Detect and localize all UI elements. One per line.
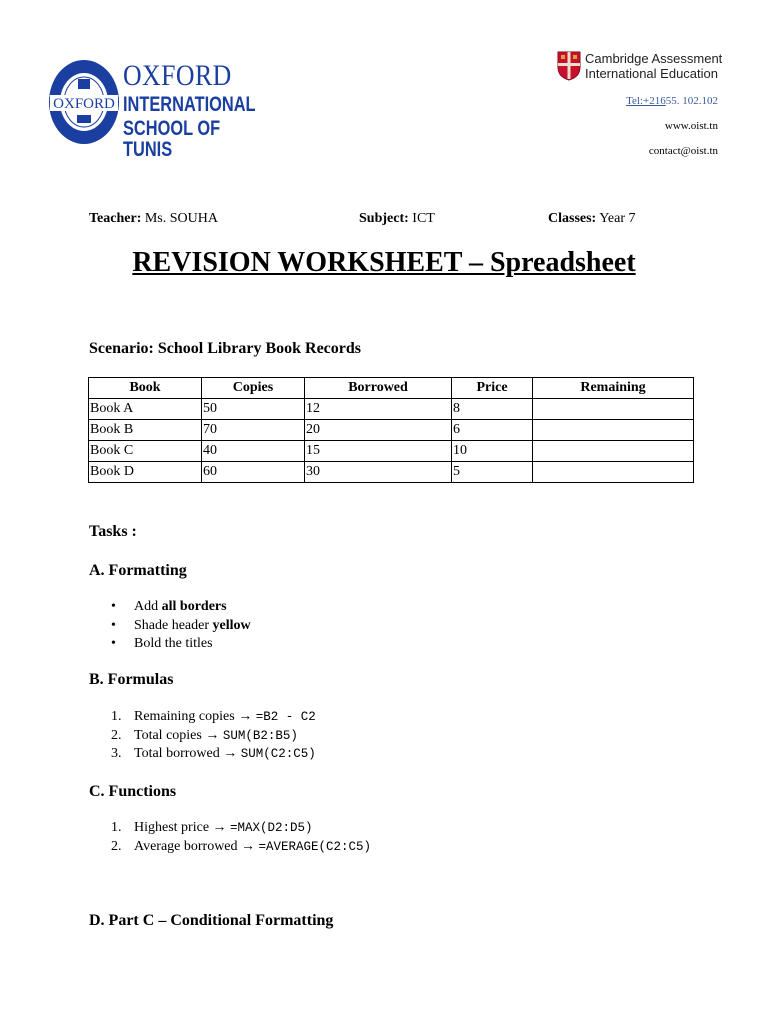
school-name-line2: INTERNATIONAL	[123, 93, 256, 116]
section-b-heading: B. Formulas	[89, 671, 174, 688]
phone-number: 55. 102.102	[665, 95, 718, 107]
header-price: Price	[452, 378, 533, 399]
school-logo	[45, 55, 256, 161]
section-a-heading: A. Formatting	[89, 562, 187, 579]
teacher-info	[89, 211, 218, 227]
item-text: Total borrowed →	[134, 746, 241, 761]
tasks-heading: Tasks :	[89, 523, 137, 540]
header-borrowed: Borrowed	[305, 378, 452, 399]
cell-copies: 70	[202, 420, 305, 441]
classes-label: Classes:	[548, 211, 597, 226]
table-row	[89, 462, 694, 483]
book-records-table	[88, 377, 694, 483]
list-item	[89, 635, 251, 654]
list-item	[89, 617, 251, 636]
table-row	[89, 399, 694, 420]
item-number: 1.	[111, 820, 122, 835]
item-text: Average borrowed →	[134, 838, 259, 854]
cell-borrowed: 12	[305, 399, 452, 420]
bullet-icon: •	[111, 617, 116, 633]
item-text: Shade header	[134, 617, 213, 633]
item-bold-text: yellow	[212, 617, 251, 633]
cell-price: 5	[452, 462, 533, 483]
classes-info	[548, 211, 636, 227]
cell-remaining	[533, 399, 694, 420]
cell-book: Book C	[89, 441, 202, 462]
bullet-icon: •	[111, 636, 116, 651]
item-formula: =B2 - C2	[255, 710, 316, 724]
item-text: Add	[134, 599, 162, 614]
table-header-row	[89, 378, 694, 399]
school-name-line3: SCHOOL OF TUNIS	[123, 117, 221, 161]
subject-label: Subject:	[359, 211, 409, 226]
subject-name: ICT	[412, 211, 435, 226]
functions-list	[89, 819, 371, 856]
cell-book: Book B	[89, 420, 202, 441]
contact-email[interactable]: contact@oist.tn	[648, 145, 718, 157]
list-item	[89, 708, 316, 727]
list-item	[89, 838, 371, 857]
cell-copies: 60	[202, 462, 305, 483]
item-text: Remaining copies →	[134, 709, 256, 724]
item-text: Highest price →	[134, 820, 231, 835]
cambridge-shield-icon	[557, 51, 581, 81]
header-book: Book	[89, 378, 202, 399]
school-seal-icon	[47, 57, 121, 147]
cell-book: Book D	[89, 462, 202, 483]
item-bold-text: all borders	[161, 599, 227, 614]
cell-borrowed: 20	[305, 420, 452, 441]
section-c-heading: C. Functions	[89, 783, 177, 800]
cell-copies: 40	[202, 441, 305, 462]
item-formula: =AVERAGE(C2:C5)	[258, 839, 372, 854]
item-text: Total copies →	[134, 727, 223, 743]
bullet-icon: •	[111, 599, 116, 614]
item-number: 2.	[111, 727, 122, 743]
list-item	[89, 727, 316, 746]
list-item	[89, 819, 371, 838]
cell-remaining	[533, 441, 694, 462]
teacher-label: Teacher:	[89, 211, 142, 226]
cell-borrowed: 15	[305, 441, 452, 462]
header-copies: Copies	[202, 378, 305, 399]
phone-prefix[interactable]: Tel:+216	[626, 95, 666, 107]
item-text: Bold the titles	[134, 636, 213, 651]
table-row	[89, 441, 694, 462]
cell-price: 10	[452, 441, 533, 462]
svg-text:OXFORD: OXFORD	[53, 96, 115, 112]
formatting-list	[89, 598, 251, 654]
cambridge-logo	[557, 51, 727, 83]
table-row	[89, 420, 694, 441]
cell-price: 8	[452, 399, 533, 420]
formulas-list	[89, 708, 316, 764]
cell-book: Book A	[89, 399, 202, 420]
cell-remaining	[533, 462, 694, 483]
item-formula: =MAX(D2:D5)	[230, 821, 313, 835]
item-formula: SUM(B2:B5)	[222, 728, 298, 743]
page-title: REVISION WORKSHEET – Spreadsheet	[132, 247, 636, 278]
item-number: 3.	[111, 746, 122, 761]
cell-price: 6	[452, 420, 533, 441]
cell-borrowed: 30	[305, 462, 452, 483]
contact-phone[interactable]	[626, 95, 718, 107]
list-item	[89, 598, 251, 617]
contact-website[interactable]: www.oist.tn	[664, 120, 718, 132]
cambridge-line2: International Education	[585, 66, 718, 81]
list-item	[89, 745, 316, 764]
section-d-heading: D. Part C – Conditional Formatting	[89, 912, 334, 929]
school-name-line1: OXFORD	[123, 59, 232, 92]
item-number: 1.	[111, 709, 122, 724]
cell-copies: 50	[202, 399, 305, 420]
teacher-name: Ms. SOUHA	[144, 211, 218, 226]
header-remaining: Remaining	[533, 378, 694, 399]
item-number: 2.	[111, 838, 122, 854]
cambridge-line1: Cambridge Assessment	[585, 51, 723, 66]
cell-remaining	[533, 420, 694, 441]
subject-info	[359, 211, 435, 227]
item-formula: SUM(C2:C5)	[240, 747, 316, 761]
scenario-heading: Scenario: School Library Book Records	[89, 340, 361, 357]
classes-name: Year 7	[599, 211, 636, 226]
